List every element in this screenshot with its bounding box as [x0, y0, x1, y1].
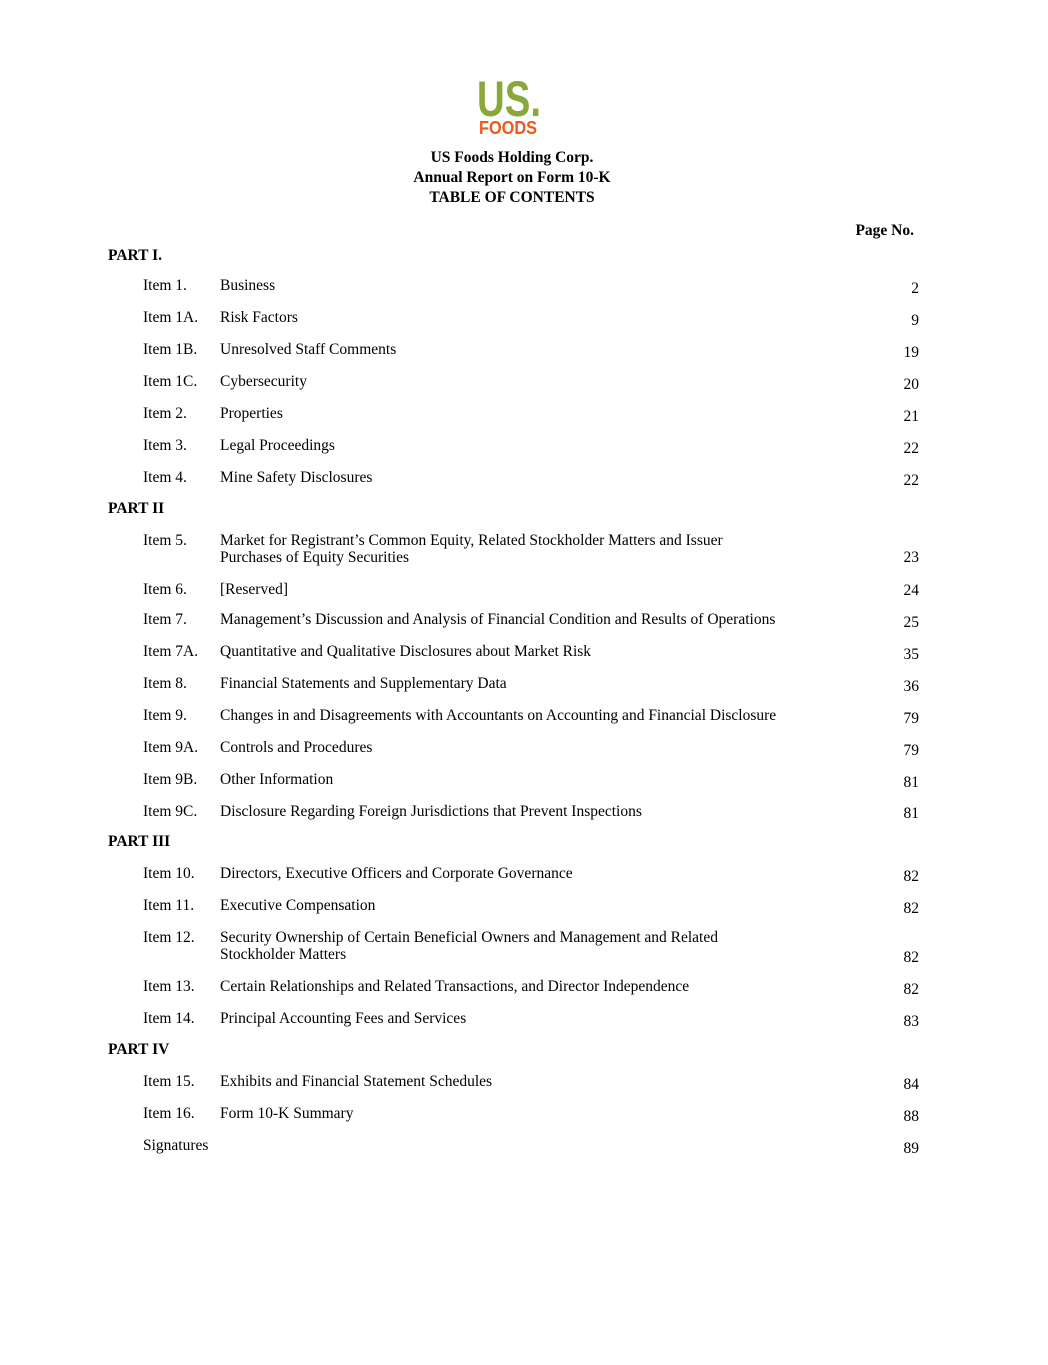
item-page: 25: [903, 614, 919, 631]
item-title[interactable]: [Reserved]: [220, 581, 288, 598]
item-title[interactable]: Business: [220, 277, 276, 294]
part-heading: PART I.: [108, 247, 163, 264]
item-number: Item 11.: [143, 897, 195, 914]
item-title-continued[interactable]: Purchases of Equity Securities: [220, 549, 409, 566]
item-number: Item 1C.: [143, 373, 198, 390]
item-number: Item 16.: [143, 1105, 195, 1122]
item-page: 88: [903, 1108, 919, 1125]
part-heading: PART II: [108, 500, 165, 517]
item-title[interactable]: Exhibits and Financial Statement Schedules: [220, 1073, 493, 1090]
company-name: US Foods Holding Corp.: [430, 149, 594, 166]
item-number: Item 3.: [143, 437, 187, 454]
item-title[interactable]: Financial Statements and Supplementary Data: [220, 675, 507, 692]
item-title[interactable]: Other Information: [220, 771, 334, 788]
item-title[interactable]: Cybersecurity: [220, 373, 307, 390]
item-title[interactable]: Market for Registrant’s Common Equity, Related Stockholder Matters and Issuer: [220, 532, 723, 549]
item-title[interactable]: Directors, Executive Officers and Corporate Governance: [220, 865, 573, 882]
item-title-continued[interactable]: Stockholder Matters: [220, 946, 347, 963]
item-title[interactable]: Properties: [220, 405, 283, 422]
item-page: 22: [903, 440, 919, 457]
item-page: 35: [903, 646, 919, 663]
item-number: Item 1.: [143, 277, 187, 294]
item-title[interactable]: Certain Relationships and Related Transactions, and Director Independence: [220, 978, 690, 995]
item-number: Item 1B.: [143, 341, 198, 358]
item-page: 79: [903, 742, 919, 759]
item-number: Item 9B.: [143, 771, 198, 788]
item-number: Item 13.: [143, 978, 195, 995]
item-page: 81: [903, 805, 919, 822]
us-foods-logo: [477, 76, 543, 138]
item-page: 20: [903, 376, 919, 393]
item-page: 82: [903, 981, 919, 998]
item-number: Item 2.: [143, 405, 187, 422]
item-title[interactable]: Principal Accounting Fees and Services: [220, 1010, 467, 1027]
item-title[interactable]: Disclosure Regarding Foreign Jurisdictions that Prevent Inspections: [220, 803, 642, 820]
item-number: Item 10.: [143, 865, 195, 882]
item-number: Item 12.: [143, 929, 195, 946]
item-title[interactable]: Quantitative and Qualitative Disclosures about Market Risk: [220, 643, 592, 660]
item-page: 83: [903, 1013, 919, 1030]
item-number: Item 4.: [143, 469, 187, 486]
item-title[interactable]: Executive Compensation: [220, 897, 376, 914]
item-page: 2: [911, 280, 919, 297]
item-number: Item 14.: [143, 1010, 195, 1027]
item-number: Item 7.: [143, 611, 187, 628]
item-title[interactable]: Changes in and Disagreements with Accountants on Accounting and Financial Disclosure: [220, 707, 777, 724]
item-number: Item 7A.: [143, 643, 199, 660]
item-number: Item 5.: [143, 532, 187, 549]
item-title[interactable]: Mine Safety Disclosures: [220, 469, 373, 486]
item-title[interactable]: Controls and Procedures: [220, 739, 373, 756]
item-page: 21: [903, 408, 919, 425]
item-title[interactable]: Security Ownership of Certain Beneficial Owners and Management and Related: [220, 929, 718, 946]
item-title[interactable]: Form 10-K Summary: [220, 1105, 354, 1122]
item-page: 9: [911, 312, 919, 329]
item-number: Item 9C.: [143, 803, 198, 820]
item-page: 82: [903, 949, 919, 966]
part-heading: PART IV: [108, 1041, 170, 1058]
part-heading: PART III: [108, 833, 171, 850]
item-page: 79: [903, 710, 919, 727]
item-page: 19: [903, 344, 919, 361]
item-page: 23: [903, 549, 919, 566]
item-page: 36: [903, 678, 919, 695]
item-number: Item 6.: [143, 581, 187, 598]
item-number: Item 15.: [143, 1073, 195, 1090]
item-number: Item 8.: [143, 675, 187, 692]
item-number: Item 9A.: [143, 739, 199, 756]
item-number: Item 1A.: [143, 309, 199, 326]
item-page: 24: [903, 582, 919, 599]
item-page: 81: [903, 774, 919, 791]
logo-us-text: US.: [477, 76, 541, 127]
item-title[interactable]: Unresolved Staff Comments: [220, 341, 397, 358]
toc-title: TABLE OF CONTENTS: [429, 189, 595, 206]
item-number: Item 9.: [143, 707, 187, 724]
document-header: [0, 148, 1024, 208]
logo-foods-text: FOODS: [479, 118, 537, 138]
item-page: 82: [903, 868, 919, 885]
item-title[interactable]: Legal Proceedings: [220, 437, 335, 454]
item-title[interactable]: Management’s Discussion and Analysis of Financial Condition and Results of Operations: [220, 611, 776, 628]
item-title[interactable]: Risk Factors: [220, 309, 298, 326]
page-no-column-header: Page No.: [855, 222, 914, 239]
report-title: Annual Report on Form 10-K: [413, 169, 611, 186]
item-page: 82: [903, 900, 919, 917]
signatures-link[interactable]: Signatures: [143, 1137, 209, 1154]
item-page: 84: [903, 1076, 919, 1093]
item-page: 89: [903, 1140, 919, 1157]
item-page: 22: [903, 472, 919, 489]
